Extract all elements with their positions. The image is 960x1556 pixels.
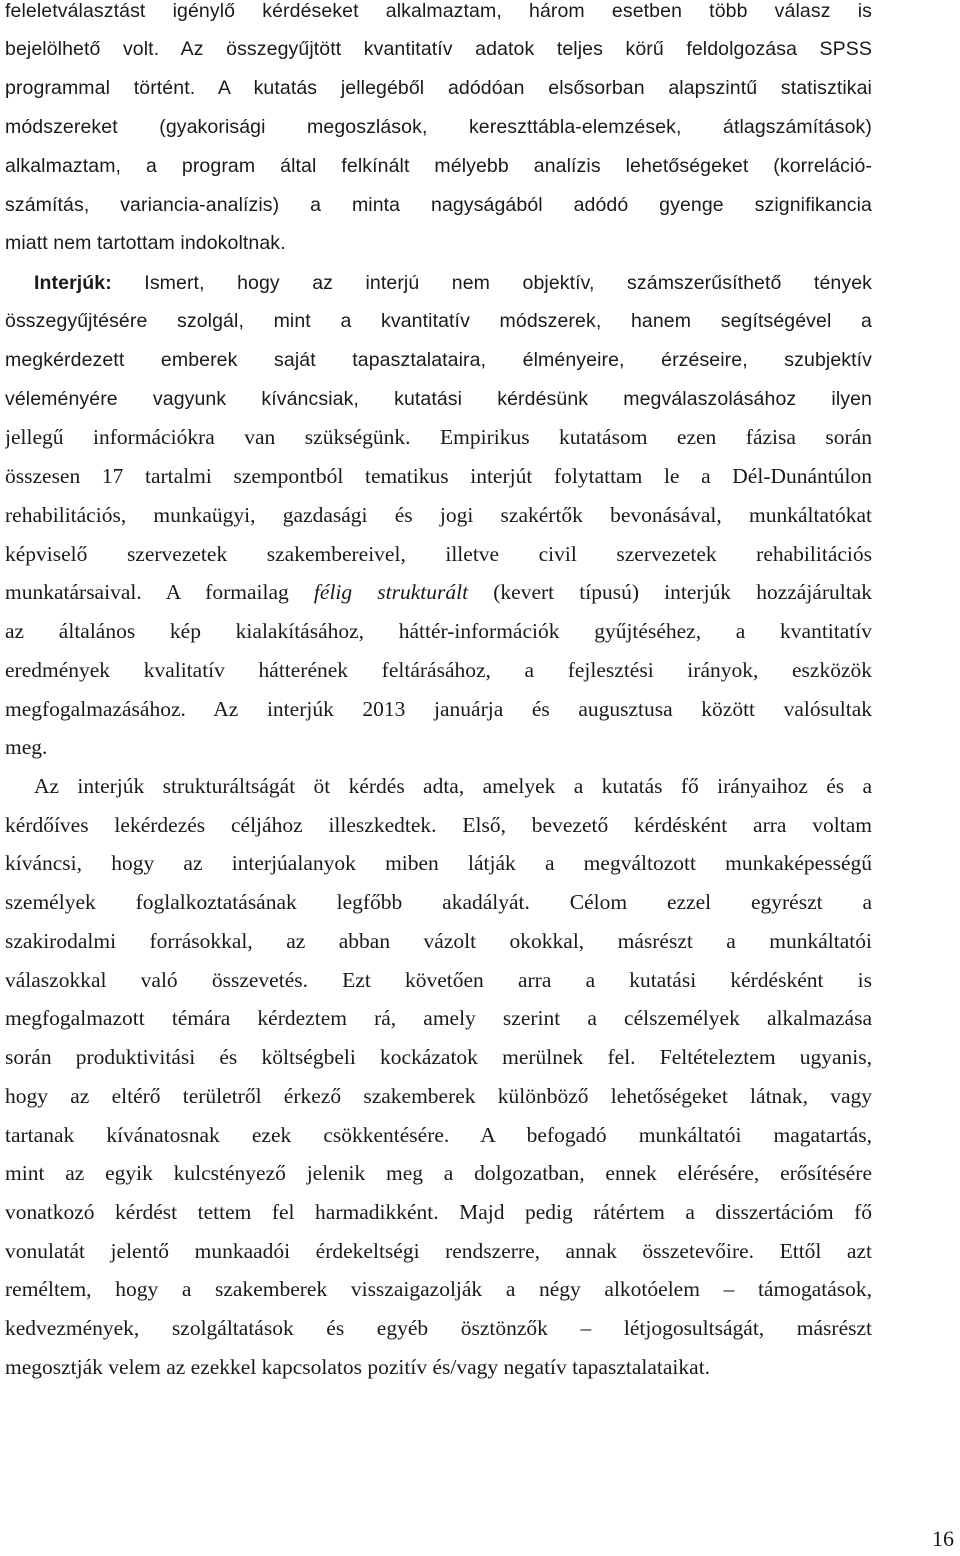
text-line: alkalmaztam, a program által felkínált mélyebb analízis lehetőségeket (korreláció- bbox=[5, 155, 872, 177]
italic-term: félig strukturált bbox=[313, 580, 469, 604]
text-line: bejelölhető volt. Az összegyűjtött kvantitatív adatok teljes körű feldolgozása SPSS bbox=[5, 38, 872, 60]
text-run: munkatársaival. A formailag bbox=[5, 580, 314, 604]
page-number: 16 bbox=[932, 1526, 954, 1551]
text-line: hogy az eltérő területről érkező szakemberek különböző lehetőségeket látnak, vagy bbox=[5, 1084, 872, 1108]
text-line: számítás, variancia-analízis) a minta nagyságából adódó gyenge szignifikancia bbox=[5, 194, 872, 216]
text-line: összegyűjtésére szolgál, mint a kvantitatív módszerek, hanem segítségével a bbox=[5, 310, 872, 332]
text-run: Ismert, hogy az interjú nem objektív, számszerűsíthető tények bbox=[111, 272, 872, 294]
text-line: feleletválasztást igénylő kérdéseket alkalmaztam, három esetben több válasz is bbox=[5, 0, 872, 22]
text-line: meg. bbox=[5, 735, 48, 759]
text-line: kedvezmények, szolgáltatások és egyéb ösztönzők – létjogosultságát, másrészt bbox=[5, 1316, 872, 1340]
text-line bbox=[5, 573, 872, 612]
text-line: miatt nem tartottam indokoltnak. bbox=[5, 232, 286, 254]
text-line: vonatkozó kérdést tettem fel harmadikként. Majd pedig rátértem a disszertációm fő bbox=[5, 1200, 872, 1224]
text-line: kíváncsi, hogy az interjúalanyok miben látják a megváltozott munkaképességű bbox=[5, 851, 872, 875]
text-line: Az interjúk strukturáltságát öt kérdés adta, amelyek a kutatás fő irányaihoz és a bbox=[34, 774, 872, 798]
text-line: véleményére vagyunk kíváncsiak, kutatási kérdésünk megválaszolásához ilyen bbox=[5, 388, 872, 410]
text-line: válaszokkal való összevetés. Ezt követően arra a kutatási kérdésként is bbox=[5, 968, 872, 992]
text-line: során produktivitási és költségbeli kockázatok merülnek fel. Feltételeztem ugyanis, bbox=[5, 1045, 872, 1069]
text-run: (kevert típusú) interjúk hozzájárultak bbox=[468, 580, 872, 604]
text-line: megfogalmazásához. Az interjúk 2013 januárja és augusztusa között valósultak bbox=[5, 697, 872, 721]
text-line: programmal történt. A kutatás jellegéből adódóan elsősorban alapszintű statisztikai bbox=[5, 77, 872, 99]
text-line: jellegű információkra van szükségünk. Empirikus kutatásom ezen fázisa során bbox=[5, 425, 872, 449]
text-line: szakirodalmi forrásokkal, az abban vázolt okokkal, másrészt a munkáltatói bbox=[5, 929, 872, 953]
text-line: megosztják velem az ezekkel kapcsolatos pozitív és/vagy negatív tapasztalataikat. bbox=[5, 1355, 711, 1379]
text-line bbox=[34, 264, 872, 303]
text-line: reméltem, hogy a szakemberek visszaigazolják a négy alkotóelem – támogatások, bbox=[5, 1277, 872, 1301]
text-line: képviselő szervezetek szakembereivel, illetve civil szervezetek rehabilitációs bbox=[5, 542, 872, 566]
text-line: megfogalmazott témára kérdeztem rá, amely szerint a célszemélyek alkalmazása bbox=[5, 1006, 872, 1030]
text-line: kérdőíves lekérdezés céljához illeszkedtek. Első, bevezető kérdésként arra voltam bbox=[5, 813, 872, 837]
text-line: tartanak kívánatosnak ezek csökkentésére. A befogadó munkáltatói magatartás, bbox=[5, 1123, 872, 1147]
text-line: összesen 17 tartalmi szempontból tematikus interjút folytattam le a Dél-Dunántúlon bbox=[5, 464, 872, 488]
text-line: módszereket (gyakorisági megoszlások, kereszttábla-elemzések, átlagszámítások) bbox=[5, 116, 872, 138]
section-heading: Interjúk: bbox=[34, 272, 112, 294]
text-line: mint az egyik kulcstényező jelenik meg a dolgozatban, ennek elérésére, erősítésére bbox=[5, 1161, 872, 1185]
text-line: eredmények kvalitatív hátterének feltárásához, a fejlesztési irányok, eszközök bbox=[5, 658, 872, 682]
text-line: személyek foglalkoztatásának legfőbb akadályát. Célom ezzel egyrészt a bbox=[5, 890, 872, 914]
text-line: vonulatát jelentő munkaadói érdekeltségi rendszerre, annak összetevőire. Ettől azt bbox=[5, 1239, 872, 1263]
text-line: rehabilitációs, munkaügyi, gazdasági és jogi szakértők bevonásával, munkáltatókat bbox=[5, 503, 872, 527]
text-line: megkérdezett emberek saját tapasztalataira, élményeire, érzéseire, szubjektív bbox=[5, 349, 872, 371]
text-line: az általános kép kialakításához, háttér-információk gyűjtéséhez, a kvantitatív bbox=[5, 619, 872, 643]
